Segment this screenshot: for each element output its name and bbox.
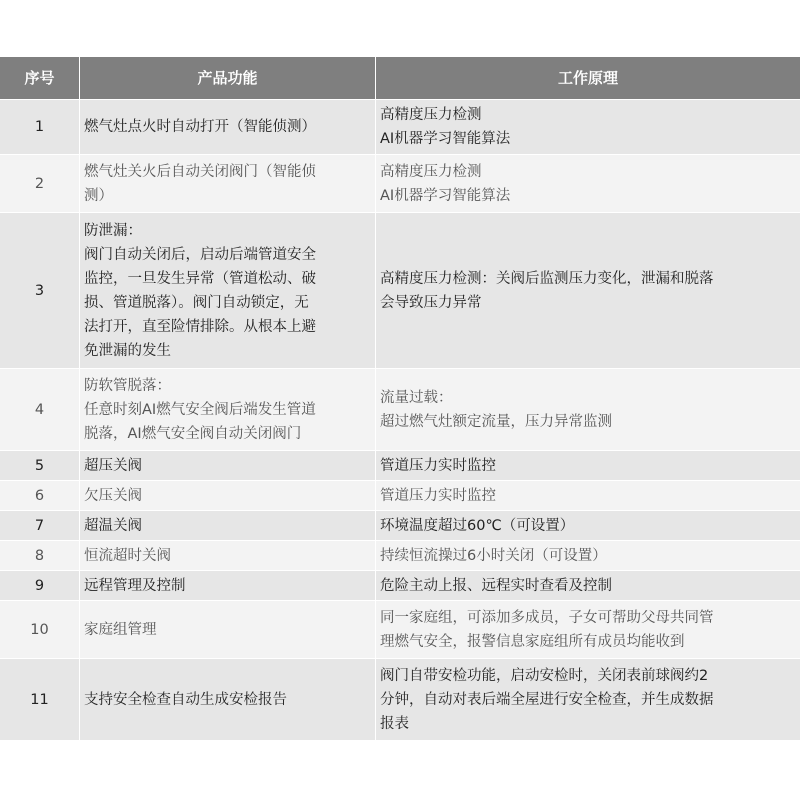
row-function: 防泄漏： 阀门自动关闭后，启动后端管道安全 监控，一旦发生异常（管道松动、破 损、管道脱落）。阀门自动锁定，无 法打开，直至险情排除。从根本上避 免泄漏的发生 xyxy=(84,222,316,359)
row-function-cell xyxy=(80,100,376,154)
row-no: 11 xyxy=(0,659,80,740)
row-principle-cell xyxy=(376,155,800,212)
row-no: 2 xyxy=(0,155,80,212)
header-principle: 工作原理 xyxy=(557,69,618,87)
row-no: 5 xyxy=(0,451,80,480)
table-row xyxy=(0,369,800,451)
table-row xyxy=(0,451,800,481)
row-principle: 高精度压力检测：关阀后监测压力变化，泄漏和脱落 会导致压力异常 xyxy=(380,270,714,311)
row-function-cell xyxy=(80,571,376,600)
row-principle-cell xyxy=(376,659,800,740)
row-function-cell xyxy=(80,541,376,570)
row-principle: 管道压力实时监控 xyxy=(380,487,496,504)
table-row xyxy=(0,511,800,541)
row-principle: 环境温度超过60℃（可设置） xyxy=(380,517,575,534)
row-function: 超压关阀 xyxy=(84,457,142,474)
row-no: 9 xyxy=(0,571,80,600)
row-principle-cell xyxy=(376,451,800,480)
row-function-cell xyxy=(80,481,376,510)
function-table xyxy=(0,57,800,741)
row-principle: 持续恒流操过6小时关闭（可设置） xyxy=(380,547,607,564)
row-function-cell xyxy=(80,601,376,658)
row-principle-cell xyxy=(376,511,800,540)
row-principle: 管道压力实时监控 xyxy=(380,457,496,474)
row-principle-cell xyxy=(376,213,800,368)
row-principle: 阀门自带安检功能，启动安检时，关闭表前球阀约2 分钟，自动对表后端全屋进行安全检查，并生成数据 报表 xyxy=(380,667,714,732)
table-row xyxy=(0,659,800,741)
row-function-cell xyxy=(80,213,376,368)
row-function-cell xyxy=(80,451,376,480)
row-function-cell xyxy=(80,659,376,740)
row-function: 防软管脱落： 任意时刻AI燃气安全阀后端发生管道 脱落，AI燃气安全阀自动关闭阀门 xyxy=(84,377,316,442)
row-no: 3 xyxy=(0,213,80,368)
table-row xyxy=(0,100,800,155)
row-function: 恒流超时关阀 xyxy=(84,547,171,564)
row-principle-cell xyxy=(376,481,800,510)
table-row xyxy=(0,601,800,659)
table-row xyxy=(0,541,800,571)
table-row xyxy=(0,571,800,601)
row-principle: 高精度压力检测 AI机器学习智能算法 xyxy=(380,163,511,204)
table-row xyxy=(0,481,800,511)
row-function-cell xyxy=(80,369,376,450)
row-function: 家庭组管理 xyxy=(84,621,157,638)
row-principle: 危险主动上报、远程实时查看及控制 xyxy=(380,577,612,594)
header-function: 产品功能 xyxy=(80,57,376,99)
row-no: 1 xyxy=(0,100,80,154)
row-principle: 高精度压力检测 AI机器学习智能算法 xyxy=(380,107,511,147)
row-principle-cell xyxy=(376,601,800,658)
row-no: 7 xyxy=(0,511,80,540)
row-no: 6 xyxy=(0,481,80,510)
row-principle-cell xyxy=(376,369,800,450)
row-function-cell xyxy=(80,155,376,212)
row-principle: 同一家庭组，可添加多成员，子女可帮助父母共同管 理燃气安全，报警信息家庭组所有成员均能收到 xyxy=(380,609,714,650)
row-principle-cell xyxy=(376,571,800,600)
row-function: 欠压关阀 xyxy=(84,487,142,504)
row-no: 8 xyxy=(0,541,80,570)
row-principle-cell xyxy=(376,541,800,570)
row-function: 燃气灶关火后自动关闭阀门（智能侦 测） xyxy=(84,163,316,204)
row-function: 远程管理及控制 xyxy=(84,577,186,594)
row-function: 燃气灶点火时自动打开（智能侦测） xyxy=(84,119,316,135)
row-no: 10 xyxy=(0,601,80,658)
row-function-cell xyxy=(80,511,376,540)
header-no: 序号 xyxy=(0,57,80,99)
table-row xyxy=(0,213,800,369)
table-row xyxy=(0,155,800,213)
row-function: 超温关阀 xyxy=(84,517,142,534)
row-principle-cell xyxy=(376,100,800,154)
table-header xyxy=(0,57,800,100)
row-no: 4 xyxy=(0,369,80,450)
row-principle: 流量过载： 超过燃气灶额定流量，压力异常监测 xyxy=(380,389,612,430)
row-function: 支持安全检查自动生成安检报告 xyxy=(84,691,287,708)
